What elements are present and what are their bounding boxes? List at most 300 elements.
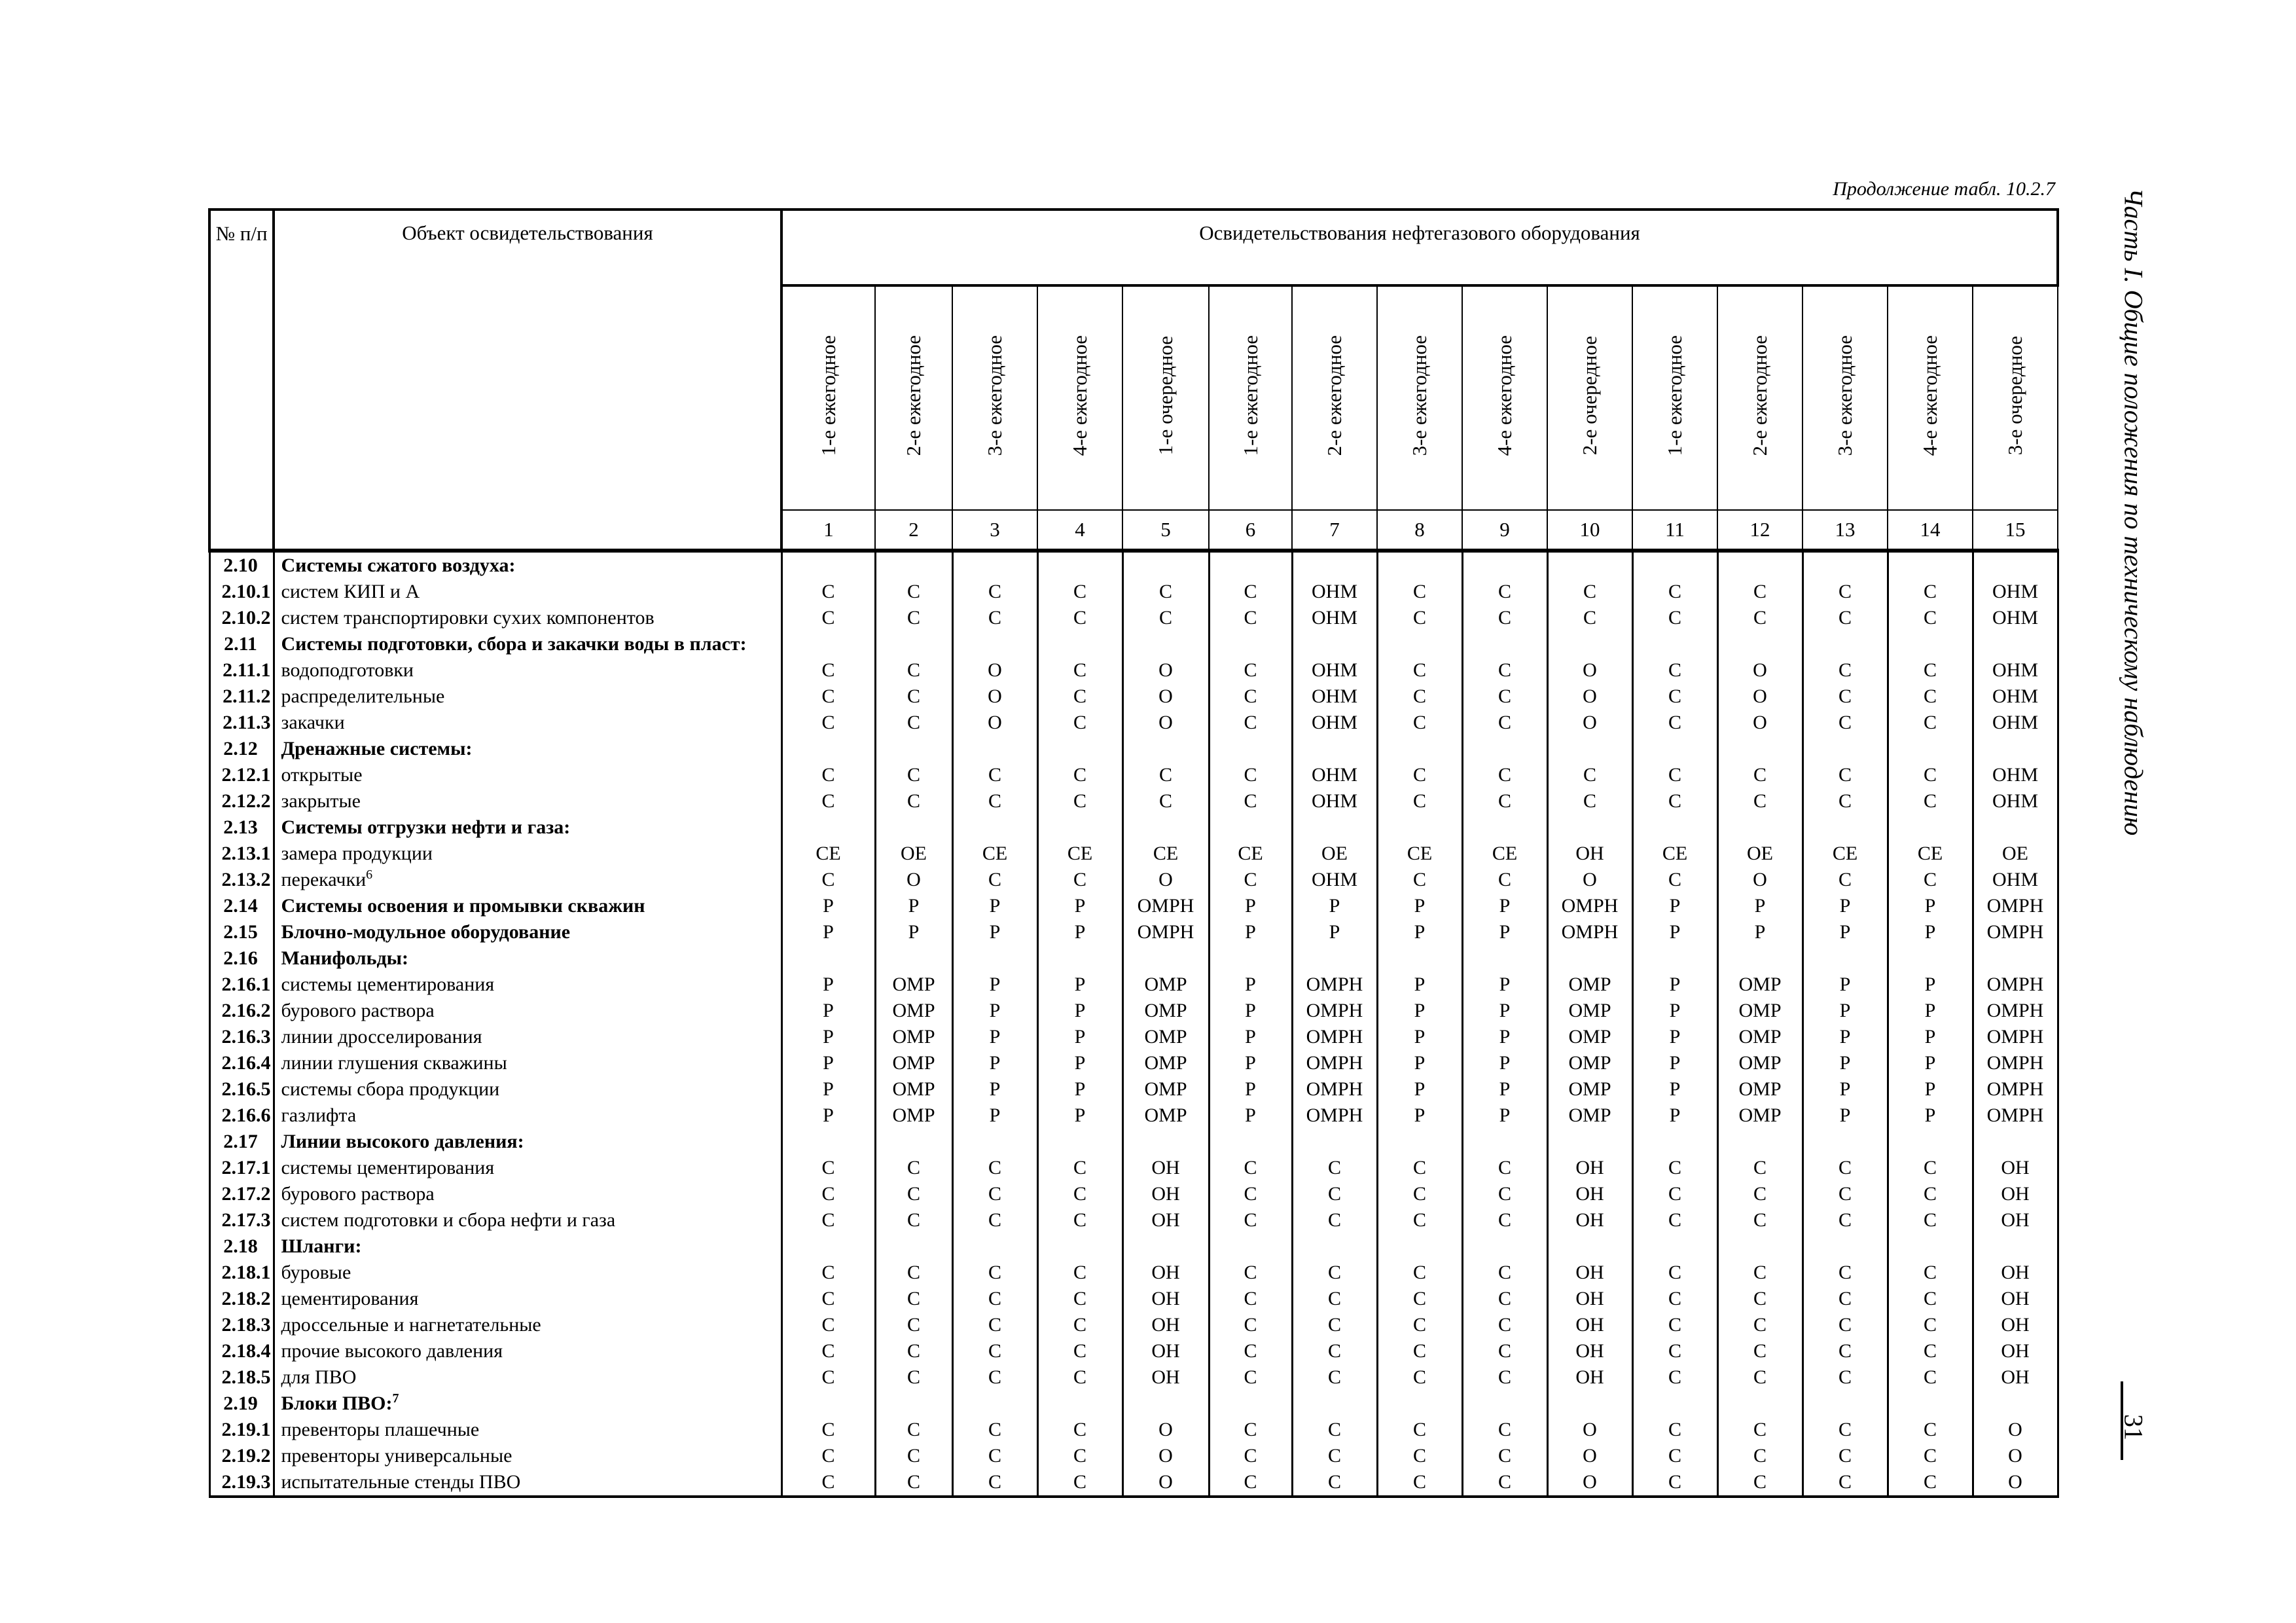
cell-value: С — [1632, 1312, 1717, 1338]
cell-value: С — [1209, 1443, 1292, 1469]
cell-value — [1292, 814, 1377, 841]
cell-value: Р — [1292, 919, 1377, 945]
cell-value — [1717, 551, 1803, 579]
cell-value — [1122, 945, 1209, 972]
cell-value: ОМР — [1122, 1076, 1209, 1103]
cell-value — [1547, 814, 1632, 841]
cell-value: СЕ — [1209, 841, 1292, 867]
cell-value — [1209, 551, 1292, 579]
cell-value: С — [952, 605, 1037, 631]
cell-value — [1888, 631, 1973, 657]
row-object — [274, 631, 781, 657]
cell-value: С — [1632, 1443, 1717, 1469]
cell-value: Р — [1209, 893, 1292, 919]
cell-value: С — [875, 762, 952, 788]
cell-value — [1717, 1129, 1803, 1155]
cell-value: С — [1632, 867, 1717, 893]
cell-value: О — [1547, 710, 1632, 736]
cell-value: С — [1888, 657, 1973, 684]
cell-value: О — [1122, 657, 1209, 684]
cell-value: С — [1462, 684, 1547, 710]
cell-value — [1209, 814, 1292, 841]
cell-value: С — [1632, 1364, 1717, 1391]
cell-value — [1717, 1233, 1803, 1260]
row-object — [274, 1050, 781, 1076]
cell-value: С — [1462, 710, 1547, 736]
cell-value: ОМР — [1547, 998, 1632, 1024]
cell-value: С — [952, 1469, 1037, 1497]
cell-value: О — [952, 684, 1037, 710]
cell-value: ОНМ — [1973, 657, 2058, 684]
row-object — [274, 998, 781, 1024]
table-row — [209, 1391, 2058, 1417]
row-object — [274, 893, 781, 919]
row-object — [274, 1364, 781, 1391]
row-number: 2.19.2 — [209, 1443, 274, 1469]
row-object-label: линии дросселирования — [281, 1026, 482, 1048]
cell-value: С — [1888, 1312, 1973, 1338]
cell-value: Р — [1888, 998, 1973, 1024]
column-title-text: 3-е очередное — [2003, 335, 2026, 456]
row-number: 2.19 — [209, 1391, 274, 1417]
cell-value: С — [1377, 1286, 1462, 1312]
table-row — [209, 551, 2058, 579]
cell-value: Р — [1632, 1024, 1717, 1050]
cell-value: О — [1122, 1469, 1209, 1497]
cell-value: С — [1803, 1364, 1888, 1391]
column-title-text: 1-е очередное — [1154, 335, 1177, 456]
column-title-text: 4-е ежегодное — [1918, 335, 1941, 456]
cell-value: Р — [781, 972, 875, 998]
cell-value: С — [1803, 1312, 1888, 1338]
cell-value: С — [875, 1181, 952, 1207]
cell-value: О — [1547, 684, 1632, 710]
cell-value: Р — [1209, 1076, 1292, 1103]
cell-value — [1292, 1233, 1377, 1260]
cell-value: С — [1209, 657, 1292, 684]
cell-value: ОМР — [1547, 1050, 1632, 1076]
table-row — [209, 684, 2058, 710]
cell-value: Р — [1803, 1076, 1888, 1103]
cell-value: С — [1462, 1312, 1547, 1338]
cell-value: ОМР — [1717, 1050, 1803, 1076]
row-object — [274, 710, 781, 736]
cell-value: ОН — [1547, 1181, 1632, 1207]
cell-value: ОМР — [875, 1103, 952, 1129]
cell-value — [1803, 1129, 1888, 1155]
cell-value: С — [1037, 684, 1122, 710]
cell-value: О — [1547, 1469, 1632, 1497]
cell-value — [952, 631, 1037, 657]
row-number: 2.10 — [209, 551, 274, 579]
cell-value — [1377, 736, 1462, 762]
cell-value: С — [1209, 1286, 1292, 1312]
row-number: 2.17 — [209, 1129, 274, 1155]
row-object — [274, 579, 781, 605]
row-object-label: систем подготовки и сбора нефти и газа — [281, 1209, 616, 1231]
cell-value: С — [1803, 657, 1888, 684]
cell-value — [1547, 1391, 1632, 1417]
cell-value: ОН — [1547, 1312, 1632, 1338]
cell-value: ОН — [1547, 1155, 1632, 1181]
cell-value: С — [1632, 579, 1717, 605]
column-title-text: 1-е ежегодное — [1238, 335, 1262, 456]
cell-value — [1973, 1233, 2058, 1260]
row-object — [274, 841, 781, 867]
row-number: 2.14 — [209, 893, 274, 919]
cell-value: С — [1888, 684, 1973, 710]
page-number-text: 31 — [2119, 1414, 2149, 1440]
row-object — [274, 1260, 781, 1286]
cell-value: Р — [1462, 893, 1547, 919]
cell-value: ОН — [1973, 1155, 2058, 1181]
cell-value: О — [1122, 1443, 1209, 1469]
cell-value: С — [1209, 684, 1292, 710]
column-title-text: 4-е ежегодное — [1068, 335, 1091, 456]
cell-value: О — [1547, 1443, 1632, 1469]
cell-value: С — [781, 1312, 875, 1338]
cell-value: С — [1377, 788, 1462, 814]
cell-value: Р — [952, 998, 1037, 1024]
cell-value: С — [875, 1364, 952, 1391]
cell-value — [1037, 551, 1122, 579]
cell-value — [1803, 945, 1888, 972]
cell-value: С — [1462, 1417, 1547, 1443]
cell-value: С — [1462, 1207, 1547, 1233]
row-object — [274, 1129, 781, 1155]
row-object — [274, 736, 781, 762]
cell-value — [1973, 551, 2058, 579]
cell-value: С — [1717, 762, 1803, 788]
cell-value — [1377, 1391, 1462, 1417]
cell-value: Р — [781, 1103, 875, 1129]
row-number: 2.12.1 — [209, 762, 274, 788]
cell-value: ОНМ — [1292, 762, 1377, 788]
cell-value — [1632, 551, 1717, 579]
cell-value: С — [1462, 1338, 1547, 1364]
cell-value: ОН — [1547, 1207, 1632, 1233]
column-number: 12 — [1717, 510, 1803, 551]
cell-value: СЕ — [1632, 841, 1717, 867]
footnote-marker: 7 — [392, 1391, 399, 1406]
row-object-label: цементирования — [281, 1288, 419, 1309]
cell-value — [875, 1129, 952, 1155]
cell-value: С — [952, 1207, 1037, 1233]
row-number: 2.11.1 — [209, 657, 274, 684]
cell-value: С — [781, 1260, 875, 1286]
cell-value — [1122, 551, 1209, 579]
cell-value: С — [1377, 1469, 1462, 1497]
cell-value: Р — [781, 1024, 875, 1050]
cell-value: С — [1122, 579, 1209, 605]
cell-value: Р — [1632, 1076, 1717, 1103]
cell-value — [1377, 1233, 1462, 1260]
cell-value: С — [952, 1338, 1037, 1364]
column-title-text: 2-е очередное — [1578, 335, 1601, 456]
cell-value: С — [1717, 1207, 1803, 1233]
cell-value: ОНМ — [1292, 657, 1377, 684]
cell-value: С — [1209, 1469, 1292, 1497]
table-row — [209, 1417, 2058, 1443]
cell-value: ОМР — [875, 1050, 952, 1076]
cell-value: С — [781, 1338, 875, 1364]
cell-value: С — [1717, 605, 1803, 631]
cell-value — [1547, 631, 1632, 657]
column-number: 4 — [1037, 510, 1122, 551]
cell-value: С — [1037, 1286, 1122, 1312]
row-object — [274, 1181, 781, 1207]
column-title-text: 3-е ежегодное — [983, 335, 1006, 456]
cell-value: С — [1209, 1260, 1292, 1286]
row-object-label: прочие высокого давления — [281, 1340, 503, 1362]
cell-value — [875, 551, 952, 579]
column-title-text: 2-е ежегодное — [1748, 335, 1771, 456]
cell-value: ОН — [1547, 1286, 1632, 1312]
cell-value: Р — [1377, 998, 1462, 1024]
cell-value: С — [1717, 1364, 1803, 1391]
cell-value: С — [1462, 657, 1547, 684]
table-row — [209, 1364, 2058, 1391]
row-number: 2.16.5 — [209, 1076, 274, 1103]
row-object-label: превенторы плашечные — [281, 1419, 480, 1440]
cell-value: С — [1462, 788, 1547, 814]
cell-value: ОЕ — [1973, 841, 2058, 867]
cell-value: С — [1803, 1417, 1888, 1443]
row-number: 2.16.6 — [209, 1103, 274, 1129]
cell-value — [781, 1129, 875, 1155]
cell-value: С — [1377, 1338, 1462, 1364]
cell-value: Р — [1377, 1050, 1462, 1076]
row-number: 2.18.3 — [209, 1312, 274, 1338]
cell-value — [1037, 1129, 1122, 1155]
group-header: Освидетельствования нефтегазового оборудования — [781, 210, 2058, 285]
cell-value: Р — [781, 998, 875, 1024]
row-object — [274, 788, 781, 814]
cell-value: С — [1209, 1155, 1292, 1181]
cell-value — [1292, 631, 1377, 657]
column-title — [1122, 285, 1209, 510]
cell-value: Р — [1462, 972, 1547, 998]
cell-value: С — [952, 1417, 1037, 1443]
cell-value — [952, 551, 1037, 579]
cell-value: ОМР — [1547, 1103, 1632, 1129]
cell-value: Р — [1377, 1024, 1462, 1050]
cell-value — [1547, 736, 1632, 762]
column-number: 13 — [1803, 510, 1888, 551]
column-title — [1292, 285, 1377, 510]
cell-value: С — [952, 762, 1037, 788]
cell-value: Р — [1377, 1103, 1462, 1129]
cell-value — [1803, 736, 1888, 762]
cell-value: ОНМ — [1973, 867, 2058, 893]
column-title — [1973, 285, 2058, 510]
cell-value: Р — [1888, 919, 1973, 945]
cell-value — [875, 1233, 952, 1260]
cell-value: С — [1037, 1364, 1122, 1391]
cell-value — [875, 814, 952, 841]
cell-value — [1292, 551, 1377, 579]
cell-value — [1717, 631, 1803, 657]
cell-value: С — [1632, 710, 1717, 736]
cell-value: С — [1888, 1181, 1973, 1207]
cell-value: С — [1547, 605, 1632, 631]
row-number: 2.12.2 — [209, 788, 274, 814]
cell-value: О — [1973, 1443, 2058, 1469]
cell-value: Р — [781, 1050, 875, 1076]
cell-value: С — [1462, 1364, 1547, 1391]
cell-value: ОНМ — [1973, 605, 2058, 631]
cell-value: Р — [952, 1050, 1037, 1076]
cell-value: С — [1377, 657, 1462, 684]
cell-value — [1122, 1233, 1209, 1260]
cell-value: Р — [1377, 972, 1462, 998]
cell-value: Р — [1803, 893, 1888, 919]
cell-value: С — [781, 657, 875, 684]
cell-value: С — [1292, 1469, 1377, 1497]
cell-value: С — [1037, 1469, 1122, 1497]
cell-value: Р — [1888, 1024, 1973, 1050]
table-continuation-caption: Продолжение табл. 10.2.7 — [1833, 178, 2055, 200]
cell-value: С — [1037, 788, 1122, 814]
column-number: 8 — [1377, 510, 1462, 551]
cell-value: ОМР — [1717, 1024, 1803, 1050]
cell-value: С — [1717, 1312, 1803, 1338]
cell-value: С — [1122, 605, 1209, 631]
column-title — [1377, 285, 1462, 510]
cell-value: С — [952, 1443, 1037, 1469]
cell-value: ОМР — [875, 1076, 952, 1103]
cell-value: С — [1209, 710, 1292, 736]
cell-value: ОМР — [1547, 1076, 1632, 1103]
cell-value: ОМР — [1717, 1076, 1803, 1103]
cell-value — [1803, 631, 1888, 657]
table-row — [209, 841, 2058, 867]
cell-value: С — [1377, 1364, 1462, 1391]
cell-value: С — [952, 1260, 1037, 1286]
table-row — [209, 579, 2058, 605]
table-row — [209, 1024, 2058, 1050]
column-title — [1209, 285, 1292, 510]
row-object — [274, 684, 781, 710]
cell-value — [1717, 736, 1803, 762]
row-object-label: системы цементирования — [281, 974, 495, 995]
cell-value: С — [1717, 1181, 1803, 1207]
cell-value — [781, 945, 875, 972]
column-title-text: 3-е ежегодное — [1833, 335, 1856, 456]
cell-value: С — [875, 1260, 952, 1286]
running-title — [2104, 172, 2163, 852]
row-object — [274, 1443, 781, 1469]
cell-value: С — [1122, 788, 1209, 814]
cell-value — [1209, 736, 1292, 762]
table-row — [209, 1155, 2058, 1181]
cell-value: СЕ — [1122, 841, 1209, 867]
cell-value: ОМРН — [1292, 1024, 1377, 1050]
column-title-text: 2-е ежегодное — [902, 335, 925, 456]
cell-value: С — [1803, 788, 1888, 814]
cell-value — [1377, 551, 1462, 579]
row-object — [274, 1155, 781, 1181]
cell-value: С — [1209, 1207, 1292, 1233]
footnote-marker: 6 — [366, 867, 373, 882]
cell-value: С — [1377, 1443, 1462, 1469]
cell-value: С — [875, 1443, 952, 1469]
column-number: 3 — [952, 510, 1037, 551]
cell-value: ОЕ — [1292, 841, 1377, 867]
column-title — [1037, 285, 1122, 510]
cell-value: С — [1632, 1155, 1717, 1181]
row-number: 2.16.3 — [209, 1024, 274, 1050]
cell-value — [1547, 1129, 1632, 1155]
cell-value — [1973, 945, 2058, 972]
cell-value: С — [1632, 1286, 1717, 1312]
cell-value: С — [1462, 579, 1547, 605]
cell-value — [1037, 814, 1122, 841]
cell-value: С — [1888, 710, 1973, 736]
cell-value: С — [1888, 867, 1973, 893]
cell-value: О — [1122, 867, 1209, 893]
cell-value: Р — [1209, 919, 1292, 945]
cell-value: С — [1209, 579, 1292, 605]
cell-value: С — [1717, 1155, 1803, 1181]
cell-value — [1462, 736, 1547, 762]
object-column-header: Объект освидетельствования — [274, 210, 781, 551]
cell-value: С — [1632, 605, 1717, 631]
cell-value: Р — [1632, 893, 1717, 919]
cell-value — [1973, 631, 2058, 657]
cell-value: С — [1292, 1260, 1377, 1286]
cell-value: С — [1292, 1155, 1377, 1181]
cell-value: С — [1888, 1338, 1973, 1364]
cell-value: ОНМ — [1973, 710, 2058, 736]
cell-value — [1973, 1129, 2058, 1155]
cell-value: С — [1209, 762, 1292, 788]
cell-value: С — [952, 1181, 1037, 1207]
cell-value — [1292, 1129, 1377, 1155]
table-row — [209, 1338, 2058, 1364]
cell-value: Р — [952, 893, 1037, 919]
table-row — [209, 657, 2058, 684]
row-number: 2.17.2 — [209, 1181, 274, 1207]
cell-value: Р — [781, 919, 875, 945]
cell-value: ОН — [1122, 1364, 1209, 1391]
row-object-label: Блоки ПВО: — [281, 1393, 393, 1414]
row-number: 2.11.3 — [209, 710, 274, 736]
cell-value: С — [1037, 1207, 1122, 1233]
row-object — [274, 605, 781, 631]
cell-value: ОМР — [875, 998, 952, 1024]
cell-value: С — [875, 1207, 952, 1233]
cell-value — [1377, 814, 1462, 841]
cell-value: Р — [1209, 998, 1292, 1024]
cell-value — [1632, 631, 1717, 657]
cell-value: С — [1037, 1338, 1122, 1364]
row-object-label: Манифольды: — [281, 947, 409, 969]
cell-value: ОНМ — [1973, 788, 2058, 814]
cell-value: ОН — [1122, 1207, 1209, 1233]
cell-value — [1803, 551, 1888, 579]
cell-value — [1632, 1129, 1717, 1155]
cell-value — [1122, 1129, 1209, 1155]
row-object — [274, 1391, 781, 1417]
row-object-label: бурового раствора — [281, 1000, 435, 1021]
row-object-label: открытые — [281, 764, 363, 786]
cell-value: О — [1122, 684, 1209, 710]
cell-value: С — [1122, 762, 1209, 788]
column-number: 10 — [1547, 510, 1632, 551]
cell-value: С — [1888, 579, 1973, 605]
table-row — [209, 1260, 2058, 1286]
